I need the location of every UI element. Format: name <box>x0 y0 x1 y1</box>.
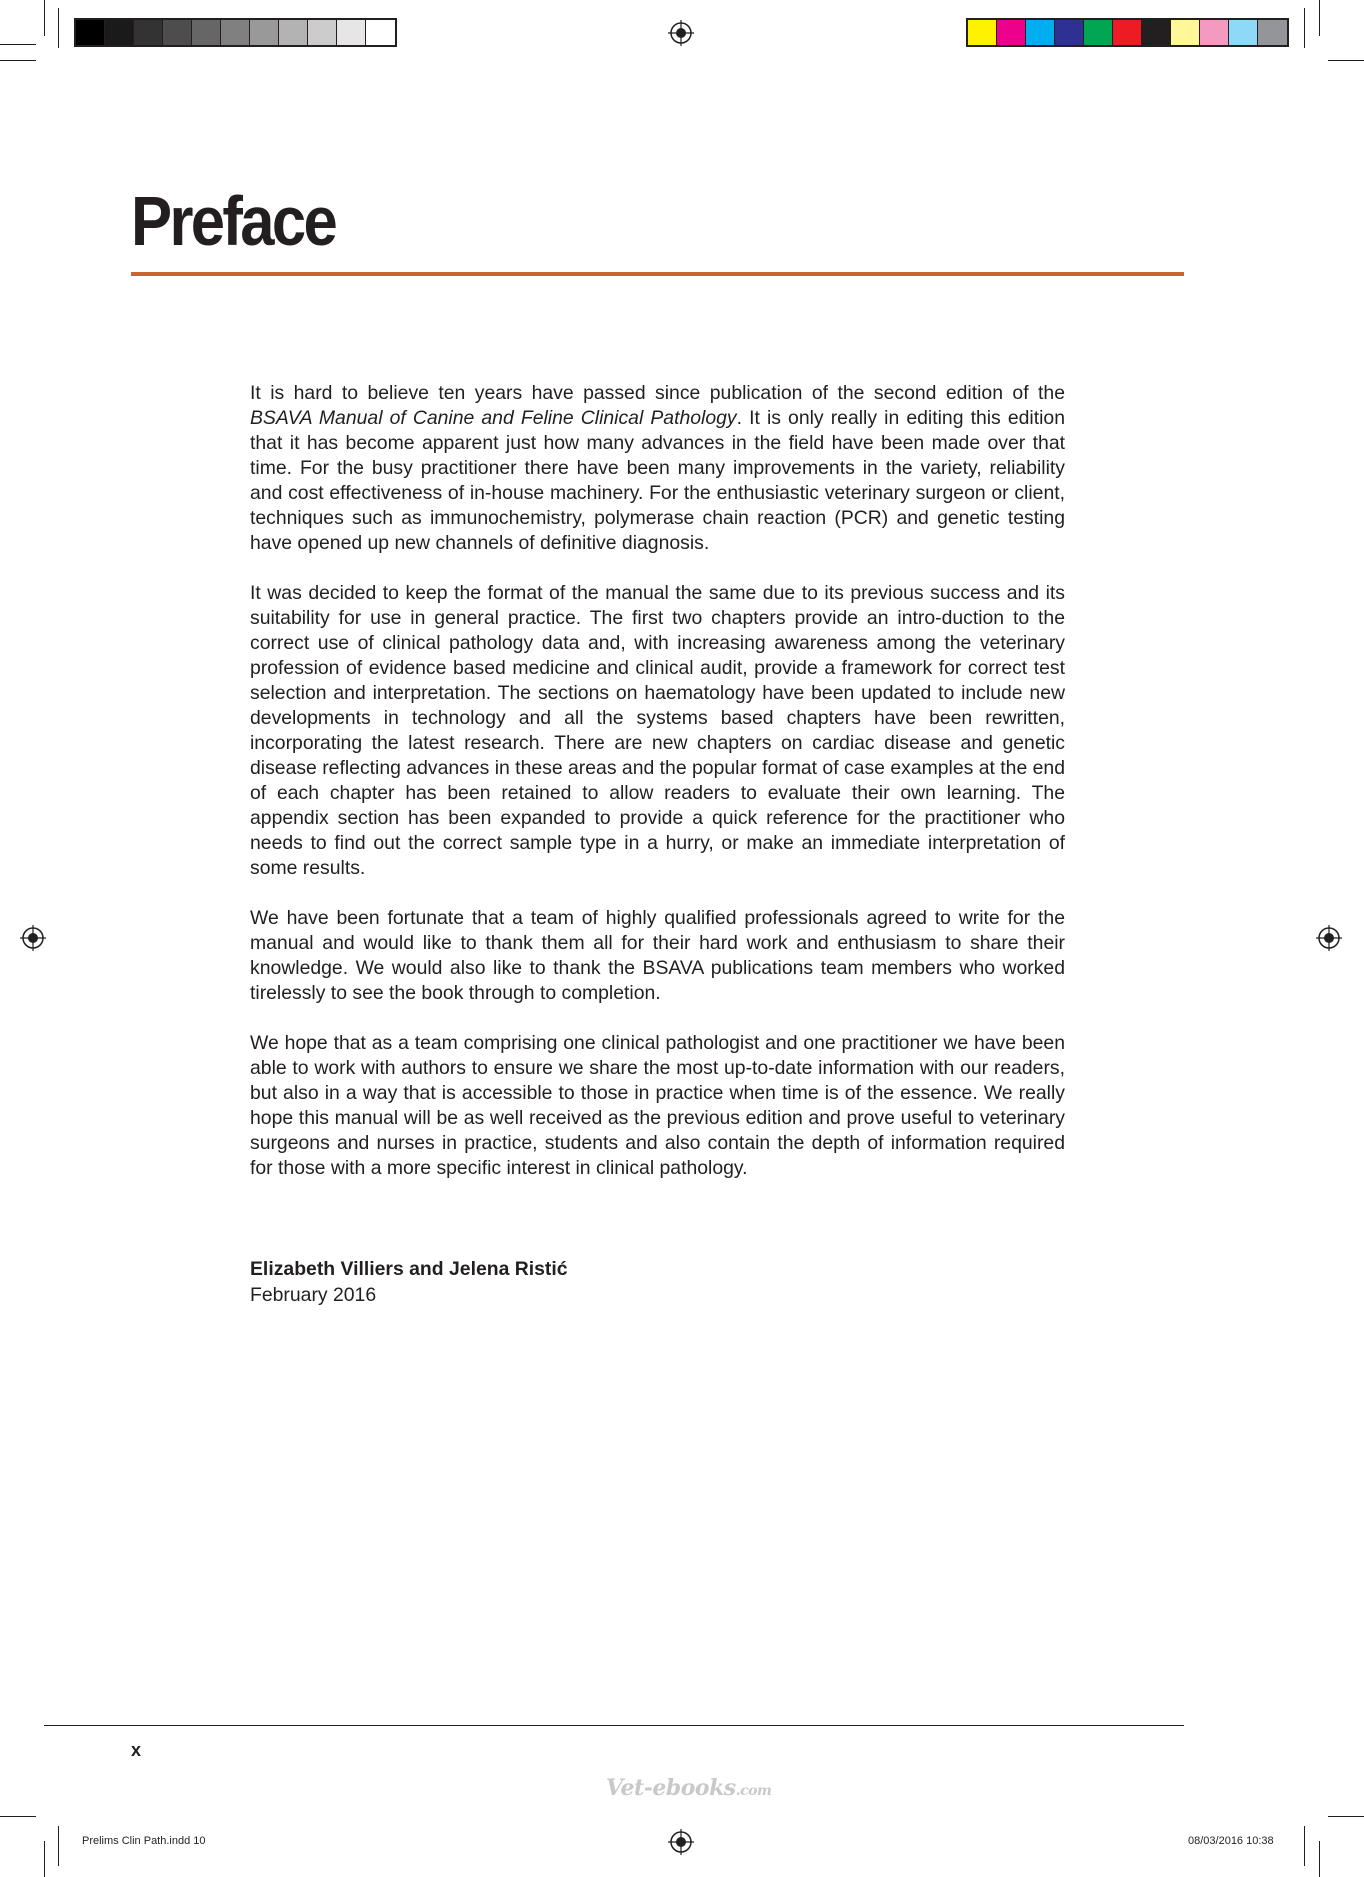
color-swatch <box>1113 20 1142 45</box>
gray-swatch <box>337 20 366 45</box>
crop-mark <box>1319 1841 1320 1877</box>
gray-swatch <box>192 20 221 45</box>
signature-date: February 2016 <box>250 1284 377 1306</box>
gray-swatch <box>366 20 395 45</box>
page-title: Preface <box>131 182 336 260</box>
color-swatch <box>1055 20 1084 45</box>
color-swatch <box>1026 20 1055 45</box>
gray-swatch <box>76 20 105 45</box>
crop-mark <box>1328 60 1364 61</box>
paragraph: We have been fortunate that a team of highly qualified professionals agreed to write for the manual and would like to thank them all for their hard work and enthusiasm to share their knowledge. We would also like to thank the BSAVA publications team members who worked tirelessly to see the book through to completion. <box>250 907 1065 1004</box>
gray-swatch <box>105 20 134 45</box>
footer-rule <box>44 1725 1184 1726</box>
grayscale-bar <box>74 18 397 47</box>
crop-mark <box>1304 8 1305 48</box>
gray-swatch <box>163 20 192 45</box>
gray-swatch <box>134 20 163 45</box>
color-swatch <box>968 20 997 45</box>
crop-mark <box>1319 0 1320 36</box>
paragraph-text: . It is only really in editing this edition that it has become apparent just how many advances in the field have been made over that time. For the busy practitioner there have been many improvements in the variety, reliability and cost effectiveness of in-house machinery. For the enthusiastic veterinary surgeon or client, techniques such as immunochemistry, polymerase chain reaction (PCR) and genetic testing have opened up new channels of definitive diagnosis. <box>250 407 1065 554</box>
gray-swatch <box>308 20 337 45</box>
watermark-logo <box>606 1775 771 1801</box>
color-swatch <box>997 20 1026 45</box>
watermark-suffix: .com <box>735 1783 772 1799</box>
signature-block <box>250 1256 568 1308</box>
crop-mark <box>58 8 59 48</box>
registration-mark-icon <box>668 1829 694 1855</box>
color-swatch <box>1084 20 1113 45</box>
crop-mark <box>0 44 36 45</box>
paragraph-text: It is hard to believe ten years have passed since publication of the second edition of the <box>250 382 1065 404</box>
paragraph: It was decided to keep the format of the manual the same due to its previous success and its suitability for use in general practice. The first two chapters provide an intro-duction to the correct use of clinical pathology data and, with increasing awareness among the veterinary profession of evidence based medicine and clinical audit, provide a framework for correct test selection and interpretation. The sections on haematology have been updated to include new developments in technology and all the systems based chapters have been rewritten, incorporating the latest research. There are new chapters on cardiac disease and genetic disease reflecting advances in these areas and the popular format of case examples at the end of each chapter has been retained to allow readers to evaluate their own learning. The appendix section has been expanded to provide a quick reference for the practitioner who needs to find out the correct sample type in a hurry, or make an immediate interpretation of some results. <box>250 582 1065 879</box>
registration-mark-icon <box>20 925 46 951</box>
registration-mark-icon <box>1316 925 1342 951</box>
color-swatch <box>1171 20 1200 45</box>
gray-swatch <box>279 20 308 45</box>
color-swatch <box>1258 20 1287 45</box>
crop-mark <box>44 1841 45 1877</box>
preface-body <box>250 381 1065 1206</box>
watermark-text: Vet-ebooks <box>606 1775 736 1801</box>
color-bar <box>966 18 1289 47</box>
paragraph: We hope that as a team comprising one clinical pathologist and one practitioner we have been able to work with authors to ensure we share the most up-to-date information with our readers, but also in a way that is accessible to those in practice when time is of the essence. We really hope this manual will be as well received as the previous edition and prove useful to veterinary surgeons and nurses in practice, students and also contain the depth of information required for those with a more specific interest in clinical pathology. <box>250 1032 1065 1179</box>
crop-mark <box>1304 1826 1305 1866</box>
crop-mark <box>44 0 45 36</box>
color-swatch <box>1229 20 1258 45</box>
book-title: BSAVA Manual of Canine and Feline Clinical Pathology <box>250 407 737 429</box>
color-swatch <box>1142 20 1171 45</box>
crop-mark <box>0 1816 36 1817</box>
slug-file: Prelims Clin Path.indd 10 <box>82 1835 206 1847</box>
slug-timestamp: 08/03/2016 10:38 <box>1188 1835 1274 1847</box>
crop-mark <box>1328 1816 1364 1817</box>
gray-swatch <box>221 20 250 45</box>
crop-mark <box>0 60 36 61</box>
author-names: Elizabeth Villiers and Jelena Ristić <box>250 1258 568 1280</box>
gray-swatch <box>250 20 279 45</box>
page-number: x <box>131 1740 142 1760</box>
crop-mark <box>58 1826 59 1866</box>
paragraph <box>250 381 1065 556</box>
registration-mark-icon <box>668 20 694 46</box>
color-swatch <box>1200 20 1229 45</box>
title-rule <box>131 272 1184 276</box>
